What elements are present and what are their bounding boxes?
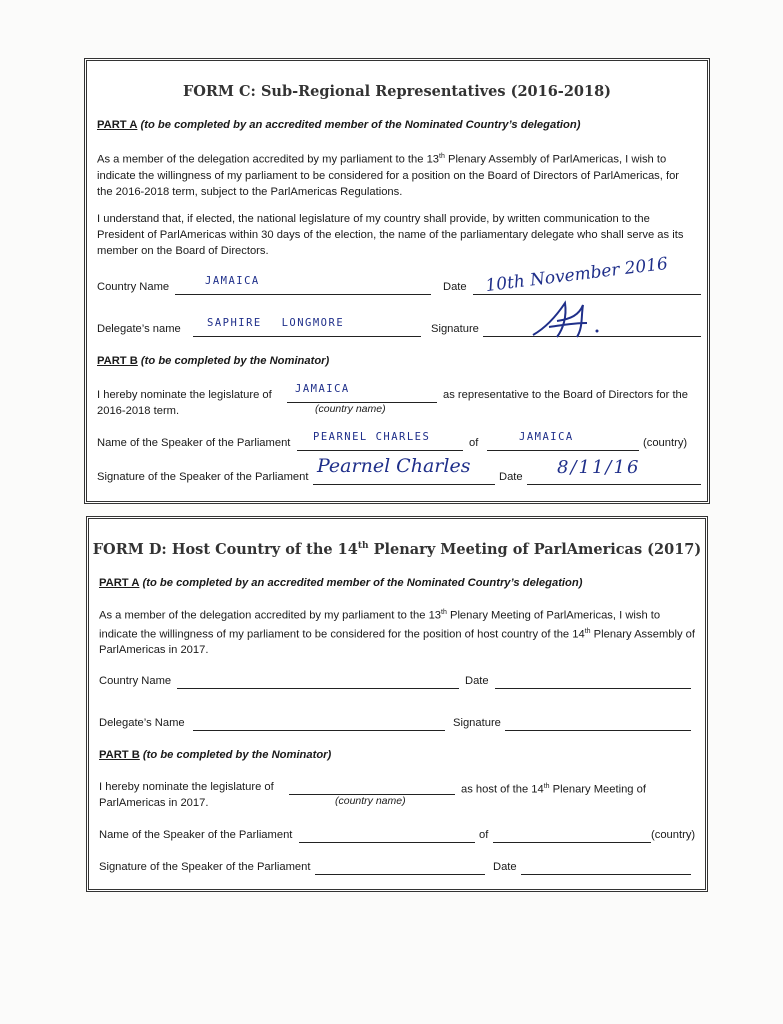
form-d-para1-sup2: th xyxy=(584,627,591,635)
form-d-title-text-a: FORM D: Host Country of the 14 xyxy=(92,541,358,558)
form-c-country-label: Country Name xyxy=(97,281,170,293)
form-d-title xyxy=(89,541,705,558)
form-c-delegate-signature-icon xyxy=(527,297,607,343)
form-d-part-a-heading xyxy=(99,575,582,591)
form-c-country-caption: (country name) xyxy=(315,403,386,415)
form-c-nominate-text-b: as representative to the Board of Directors for the xyxy=(443,389,689,401)
form-c-para1-text-a: As a member of the delegation accredited by my parliament to the 13 xyxy=(97,153,440,166)
form-d-para1-text-a: As a member of the delegation accredited by my parliament to the 13 xyxy=(99,609,442,622)
form-c-paragraph-2: I understand that, if elected, the national legislature of my country shall provide, by written communication to the President of ParlAmericas within 30 days of the election, the name of the parliamentary delegate who shall serve as its member on the Board of Directors. xyxy=(97,213,684,257)
form-c-speaker-value: PEARNEL CHARLES xyxy=(313,431,431,443)
form-c-country-value: JAMAICA xyxy=(205,275,260,287)
form-d-speaker-signature-label: Signature of the Speaker of the Parliament xyxy=(99,861,311,873)
form-d-date2-field[interactable] xyxy=(521,874,691,875)
form-d-country-label: Country Name xyxy=(99,675,172,687)
form-c-nominate-text-a: I hereby nominate the legislature of xyxy=(97,389,272,401)
form-c-date-field[interactable] xyxy=(473,294,701,295)
form-c-title: FORM C: Sub-Regional Representatives (2016-2018) xyxy=(182,83,612,100)
form-d-delegate-label: Delegate’s Name xyxy=(99,717,185,729)
form-d-signature-label: Signature xyxy=(453,717,501,729)
form-c-part-a-label: PART A xyxy=(97,119,138,131)
form-c-of-label: of xyxy=(469,437,479,449)
form-d-part-b-heading xyxy=(99,747,331,763)
form-d-date-label: Date xyxy=(465,675,489,687)
form-c-speaker-label: Name of the Speaker of the Parliament xyxy=(97,437,291,449)
form-d-country-caption: (country name) xyxy=(335,795,406,807)
form-d-nominate-text-b1: as host of the 14 xyxy=(461,783,544,796)
form-c-part-b-note: (to be completed by the Nominator) xyxy=(137,355,330,367)
form-d-signature-field[interactable] xyxy=(505,730,691,731)
form-d-part-a-note: (to be completed by an accredited member of the Nominated Country’s delegation) xyxy=(139,577,583,589)
form-c-country-paren: (country) xyxy=(643,437,688,449)
form-c-delegate-field[interactable] xyxy=(193,336,421,337)
form-d-speaker-label: Name of the Speaker of the Parliament xyxy=(99,829,293,841)
form-d-part-a-label: PART A xyxy=(99,577,140,589)
form-d-delegate-field[interactable] xyxy=(193,730,445,731)
form-c-part-b-heading xyxy=(97,353,329,369)
form-d-nominate-text-c: ParlAmericas in 2017. xyxy=(99,797,209,809)
form-d-paragraph-1 xyxy=(99,605,695,658)
form-c-date2-field[interactable] xyxy=(527,484,701,485)
form-c-speaker-signature-field[interactable] xyxy=(313,484,495,485)
form-d-para1-text-b: Plenary Meeting of ParlAmericas, I wish to indicate the willingness of my parliament to be considered for the position of host country of the 14 xyxy=(99,609,661,641)
form-d-nominate-text-b2: Plenary Meeting of xyxy=(549,783,646,796)
form-c-date-value: 10th November 2016 xyxy=(484,253,669,297)
form-c-date-label: Date xyxy=(443,281,467,293)
form-d-nominate-text-b xyxy=(461,779,646,798)
form-c-speaker-signature-label: Signature of the Speaker of the Parliament xyxy=(97,471,309,483)
form-d-date-field[interactable] xyxy=(495,688,691,689)
form-d-country-paren: (country) xyxy=(651,829,696,841)
form-c-country-field[interactable] xyxy=(175,294,431,295)
form-d-title-sup: th xyxy=(357,541,369,552)
form-d-nominate-sup: th xyxy=(543,783,550,790)
form-c-part-a-note: (to be completed by an accredited member of the Nominated Country’s delegation) xyxy=(137,119,581,131)
form-d-speaker-field[interactable] xyxy=(299,842,475,843)
form-d-of-label: of xyxy=(479,829,489,841)
form-c-speaker-country-field[interactable] xyxy=(487,450,639,451)
form-d-box xyxy=(86,516,708,892)
form-c-box xyxy=(84,58,710,504)
form-c-signature-label: Signature xyxy=(431,323,479,335)
form-d-speaker-signature-field[interactable] xyxy=(315,874,485,875)
form-d-date2-label: Date xyxy=(493,861,517,873)
form-c-delegate-value: SAPHIRE LONGMORE xyxy=(207,317,345,329)
form-c-speaker-field[interactable] xyxy=(297,450,463,451)
form-d-nominate-text-a: I hereby nominate the legislature of xyxy=(99,781,274,793)
form-c-date2-label: Date xyxy=(499,471,523,483)
form-c-delegate-label: Delegate’s name xyxy=(97,323,181,335)
form-d-part-b-label: PART B xyxy=(99,749,140,761)
form-d-para1-text-c: Plenary Assembly of ParlAmericas in 2017. xyxy=(99,628,696,657)
form-c-nominate-text-c: 2016-2018 term. xyxy=(97,405,180,417)
form-c-speaker-country-value: JAMAICA xyxy=(519,431,574,443)
form-c-part-a-heading xyxy=(97,117,580,133)
form-c-part-b-label: PART B xyxy=(97,355,138,367)
form-d-para1-sup: th xyxy=(441,609,447,616)
form-c-date2-value: 8/11/16 xyxy=(557,457,641,478)
form-c-para1-sup: th xyxy=(439,153,445,160)
form-c-nominate-value: JAMAICA xyxy=(295,383,350,395)
form-d-country-field[interactable] xyxy=(177,688,459,689)
form-c-para1-text-b: Plenary Assembly of ParlAmericas, I wish to indicate the willingness of my parliament to be considered for a position on the Board of Directors of ParlAmericas, for the 2016-2018 term, subject to the ParlAmericas Regulations. xyxy=(97,153,680,198)
form-c-speaker-signature-value: Pearnel Charles xyxy=(317,455,471,477)
form-d-speaker-country-field[interactable] xyxy=(493,842,651,843)
form-c-paragraph-1 xyxy=(97,149,697,200)
form-d-title-text-b: Plenary Meeting of ParlAmericas (2017) xyxy=(368,541,702,558)
form-d-part-b-note: (to be completed by the Nominator) xyxy=(139,749,332,761)
